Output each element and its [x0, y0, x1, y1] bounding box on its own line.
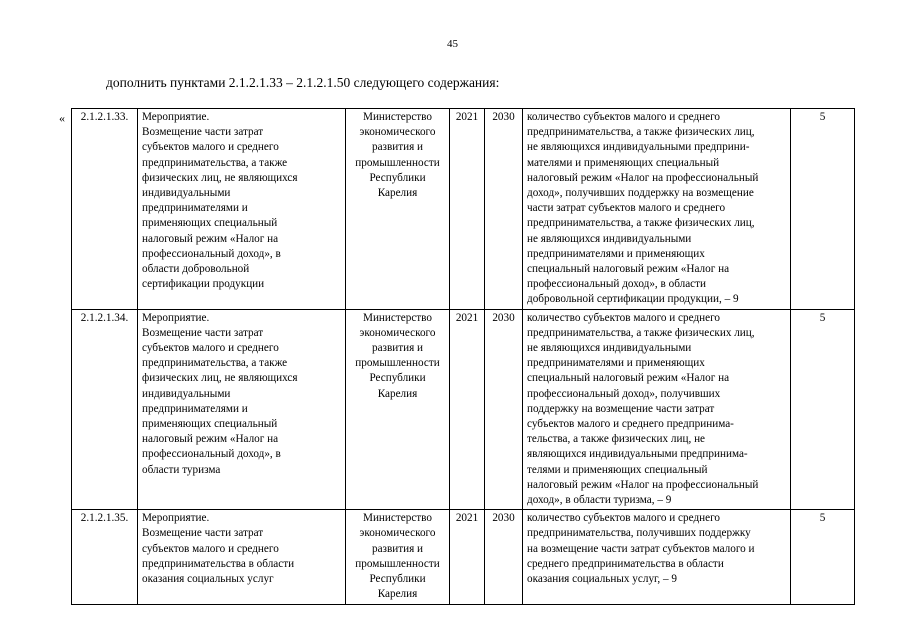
indicator-line: субъектов малого и среднего предпринима- — [527, 418, 734, 431]
measure-name-line: сертификации продукции — [142, 278, 265, 291]
item-number: 2.1.2.1.34. — [72, 309, 138, 510]
indicator-value: 5 — [791, 510, 855, 605]
measure-name-line: области туризма — [142, 463, 221, 476]
indicator-value: 5 — [791, 109, 855, 310]
measure-name-line: предпринимательства в области — [142, 557, 295, 570]
measure-name-line: предпринимательства, а также — [142, 156, 288, 169]
start-year: 2021 — [450, 309, 485, 510]
indicator-line: тельства, а также физических лиц, не — [527, 433, 706, 446]
measure-name-line: предпринимателями и — [142, 202, 248, 215]
indicator-line: специальный налоговый режим «Налог на — [527, 263, 730, 276]
executor-line: развития и — [371, 141, 424, 154]
measure-name — [138, 510, 346, 605]
indicator-line: являющихся индивидуальными предпринима- — [527, 448, 748, 461]
executor-line: промышленности — [355, 156, 440, 169]
measure-name-line: Мероприятие. — [142, 111, 210, 123]
executor-line: промышленности — [355, 357, 440, 370]
measures-table — [71, 108, 855, 605]
indicator-line: оказания социальных услуг, – 9 — [527, 573, 677, 586]
executor-line: экономического — [359, 326, 436, 339]
indicator-line: мателями и применяющих специальный — [527, 156, 720, 169]
start-year: 2021 — [450, 510, 485, 605]
indicator-line: на возмещение части затрат субъектов малого и — [527, 542, 755, 555]
measure-name-line: субъектов малого и среднего — [142, 342, 279, 355]
executor — [346, 309, 450, 510]
executor-line: экономического — [359, 527, 436, 540]
measure-name-line: физических лиц, не являющихся — [142, 372, 298, 385]
indicator-line: предпринимательства, а также физических лиц, — [527, 326, 755, 339]
measure-name-line: Мероприятие. — [142, 512, 210, 525]
indicator-line: доход», в области туризма, – 9 — [527, 494, 672, 507]
executor-line: Министерство — [363, 311, 432, 324]
indicator-line: среднего предпринимательства в области — [527, 557, 724, 570]
indicator-line: предпринимательства, а также физических лиц, — [527, 126, 755, 139]
measure-name-line: Возмещение части затрат — [142, 326, 264, 339]
executor — [346, 109, 450, 310]
indicator-line: количество субъектов малого и среднего — [527, 111, 720, 123]
measure-name-line: применяющих специальный — [142, 217, 278, 230]
indicator-line: предпринимателями и применяющих — [527, 357, 705, 370]
executor-line: Республики — [369, 171, 426, 184]
indicator-line: не являющихся индивидуальными — [527, 232, 692, 245]
measure-name-line: налоговый режим «Налог на — [142, 433, 279, 446]
indicator-line: предпринимателями и применяющих — [527, 247, 705, 260]
measure-name-line: налоговый режим «Налог на — [142, 232, 279, 245]
executor-line: Министерство — [363, 111, 432, 123]
executor-line: развития и — [371, 542, 424, 555]
opening-quote: « — [59, 111, 65, 125]
page-number: 45 — [447, 38, 458, 50]
indicator-line: части затрат субъектов малого и среднего — [527, 202, 726, 215]
indicator-line: налоговый режим «Налог на профессиональный — [527, 478, 759, 491]
end-year: 2030 — [485, 109, 523, 310]
measure-name-line: Мероприятие. — [142, 311, 210, 324]
table-body — [72, 109, 855, 605]
indicator-line: не являющихся индивидуальными предприни- — [527, 141, 750, 154]
table-row — [72, 309, 855, 510]
start-year: 2021 — [450, 109, 485, 310]
item-number: 2.1.2.1.35. — [72, 510, 138, 605]
intro-text: дополнить пунктами 2.1.2.1.33 – 2.1.2.1.50 следующего содержания: — [106, 75, 500, 90]
end-year: 2030 — [485, 309, 523, 510]
executor-line: развития и — [371, 342, 424, 355]
indicator-line: добровольной сертификации продукции, – 9 — [527, 293, 739, 306]
indicator-line: предпринимательства, получивших поддержку — [527, 527, 751, 540]
executor — [346, 510, 450, 605]
measure-name-line: индивидуальными — [142, 387, 231, 400]
indicator-line: телями и применяющих специальный — [527, 463, 708, 476]
measure-name-line: физических лиц, не являющихся — [142, 171, 298, 184]
indicator-line: налоговый режим «Налог на профессиональный — [527, 171, 759, 184]
measure-name-line: профессиональный доход», в — [142, 448, 281, 461]
indicator-line: доход», получивших поддержку на возмещение — [527, 187, 754, 200]
measure-name-line: Возмещение части затрат — [142, 527, 264, 540]
indicator — [523, 109, 791, 310]
executor-line: Республики — [369, 372, 426, 385]
measure-name-line: применяющих специальный — [142, 418, 278, 431]
executor-line: Карелия — [377, 387, 418, 400]
measure-name-line: области добровольной — [142, 263, 250, 276]
indicator-line: специальный налоговый режим «Налог на — [527, 372, 730, 385]
indicator-line: профессиональный доход», получивших — [527, 387, 721, 400]
measure-name — [138, 309, 346, 510]
item-number: 2.1.2.1.33. — [72, 109, 138, 310]
indicator-line: поддержку на возмещение части затрат — [527, 402, 715, 415]
indicator-line: количество субъектов малого и среднего — [527, 512, 720, 525]
executor-line: промышленности — [355, 557, 440, 570]
end-year: 2030 — [485, 510, 523, 605]
indicator — [523, 510, 791, 605]
table-row — [72, 510, 855, 605]
measure-name-line: индивидуальными — [142, 187, 231, 200]
executor-line: Карелия — [377, 588, 418, 601]
indicator-line: профессиональный доход», в области — [527, 278, 707, 291]
executor-line: Карелия — [377, 187, 418, 200]
table-row — [72, 109, 855, 310]
executor-line: Министерство — [363, 512, 432, 525]
indicator-line: количество субъектов малого и среднего — [527, 311, 720, 324]
measure-name-line: профессиональный доход», в — [142, 247, 281, 260]
measure-name-line: предпринимателями и — [142, 402, 248, 415]
measure-name — [138, 109, 346, 310]
executor-line: экономического — [359, 126, 436, 139]
measure-name-line: Возмещение части затрат — [142, 126, 264, 139]
measure-name-line: оказания социальных услуг — [142, 573, 274, 586]
indicator-value: 5 — [791, 309, 855, 510]
measure-name-line: субъектов малого и среднего — [142, 141, 279, 154]
indicator-line: не являющихся индивидуальными — [527, 342, 692, 355]
indicator-line: предпринимательства, а также физических лиц, — [527, 217, 755, 230]
executor-line: Республики — [369, 573, 426, 586]
measure-name-line: предпринимательства, а также — [142, 357, 288, 370]
measure-name-line: субъектов малого и среднего — [142, 542, 279, 555]
indicator — [523, 309, 791, 510]
